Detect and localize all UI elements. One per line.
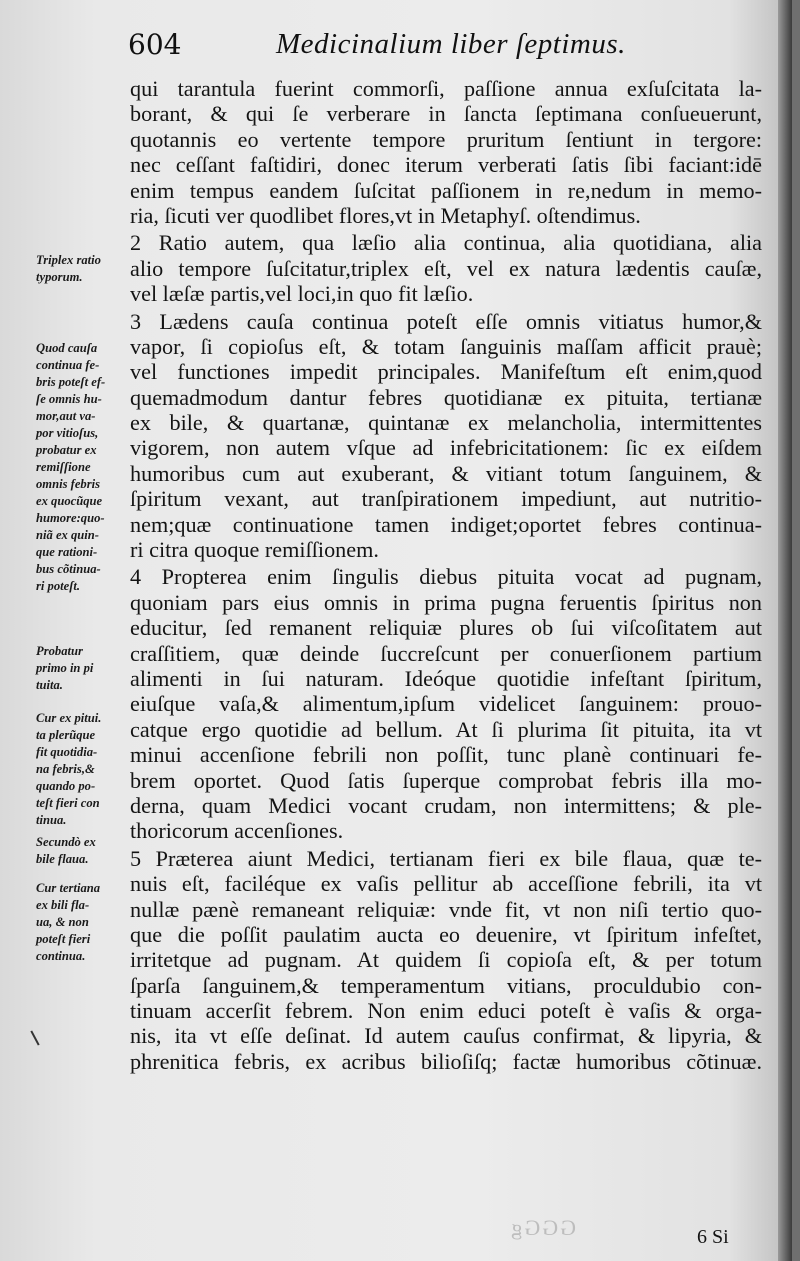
marginal-line: ri poteſt. <box>36 579 81 593</box>
text-line: vel læſæ partis,vel loci,in quo fit læſio. <box>130 281 474 307</box>
marginal-line: remiſſione <box>36 460 91 474</box>
text-line: educitur, ſed remanent reliquiæ plures ob ſui viſcoſitatem aut <box>130 615 762 641</box>
text-line: minui accenſione febrili non poſſit, tunc planè continuari fe- <box>130 742 762 768</box>
text-line: ex bile, & quartanæ, quintanæ ex melancholia, intermittentes <box>130 410 762 436</box>
text-line: ria, ſicuti ver quodlibet flores,vt in Metaphyſ. oſtendimus. <box>130 202 641 228</box>
text-line: vigorem, non autem vſque ad infebricitationem: ſic ex eiſdem <box>130 435 762 461</box>
page-number: 604 <box>128 28 182 61</box>
text-line: 3 Lædens cauſa continua poteſt eſſe omnis vitiatus humor,& <box>130 308 762 334</box>
marginal-line: ta plerũque <box>36 728 96 742</box>
text-line: ſparſa ſanguinem,& temperamentum vitians, proculdubio con- <box>130 972 762 998</box>
text-line: nem;quæ continuatione tamen indiget;oportet febres continua- <box>130 511 762 537</box>
marginal-line: continua fe- <box>36 358 100 372</box>
text-line: catque ergo quotidie ad bellum. At ſi plurima ſit pituita, ita vt <box>130 716 762 742</box>
marginal-line: Probatur <box>36 644 83 658</box>
marginal-line: niã ex quin- <box>36 528 99 542</box>
text-line: ſpiritum vexant, aut tranſpirationem impediunt, aut nutritio- <box>130 486 762 512</box>
text-line: vapor, ſi copioſus eſt, & totam ſanguinis maſſam afficit prauè; <box>130 333 762 359</box>
marginal-line: bris poteſt ef- <box>36 375 106 389</box>
text-line: que die poſſit paulatim aucta eo deuenire, vt ſpiritum infeſtet, <box>130 921 762 947</box>
running-title: Medicinalium liber ſeptimus. <box>276 28 626 60</box>
marginal-line: tinua. <box>36 813 67 827</box>
marginal-note-3 <box>36 643 128 694</box>
marginal-line: Secundò ex <box>36 835 96 849</box>
paragraph-1 <box>130 76 762 228</box>
marginal-line: que rationi- <box>36 545 98 559</box>
text-line: brem oportet. Quod ſatis ſuperque comprobat febris illa mo- <box>130 767 762 793</box>
main-text <box>130 76 762 1074</box>
marginal-line: typorum. <box>36 270 83 284</box>
paragraph-4 <box>130 564 762 843</box>
stray-ink-mark <box>30 1030 39 1045</box>
text-line: nec ceſſant faſtidiri, donec iterum verberati ſatis ſibi faciant:idē <box>130 152 762 178</box>
marginal-note-6 <box>36 880 128 965</box>
text-line: 4 Propterea enim ſingulis diebus pituita vocat ad pugnam, <box>130 564 762 590</box>
text-line: nullæ pænè remaneant reliquiæ: vnde fit, vt non niſi tertio quo- <box>130 896 762 922</box>
text-line: ri citra quoque remiſſionem. <box>130 537 379 563</box>
marginal-line: poteſt fieri <box>36 932 91 946</box>
page-edge-shadow <box>778 0 792 1261</box>
text-line: tinuam accerſit febrem. Non enim educi poteſt è vaſis & orga- <box>130 998 762 1024</box>
text-line: 5 Præterea aiunt Medici, tertianam fieri ex bile flaua, quæ te- <box>130 845 762 871</box>
text-line: quoniam pars eius omnis in prima pugna feruentis ſpiritus non <box>130 589 762 615</box>
text-line: alio tempore ſuſcitatur,triplex eſt, vel ex natura lædentis cauſæ, <box>130 255 762 281</box>
text-line: 2 Ratio autem, qua læſio alia continua, alia quotidiana, alia <box>130 230 762 256</box>
text-line: irritetque ad pugnam. At quidem ſi copioſa eſt, & per totum <box>130 947 762 973</box>
page-header <box>128 28 648 68</box>
marginal-line: bus cõtinua- <box>36 562 101 576</box>
marginal-line: fit quotidia- <box>36 745 98 759</box>
paragraph-2 <box>130 230 762 306</box>
marginal-line: Triplex ratio <box>36 253 101 267</box>
marginal-line: quando po- <box>36 779 96 793</box>
marginal-line: humore:quo- <box>36 511 105 525</box>
marginal-line: por vitioſus, <box>36 426 99 440</box>
marginal-note-5 <box>36 834 128 868</box>
bleed-through-text: GGGg <box>509 1215 576 1240</box>
paragraph-3 <box>130 309 762 563</box>
marginal-line: na febris,& <box>36 762 95 776</box>
text-line: vel functiones impedit principales. Manifeſtum eſt enim,quod <box>130 359 762 385</box>
marginal-line: primo in pi <box>36 661 94 675</box>
marginal-line: Cur ex pitui. <box>36 711 102 725</box>
marginal-line: ſe omnis hu- <box>36 392 102 406</box>
text-line: nis, ita vt eſſe deſinat. Id autem cauſus confirmat, & lipyria, & <box>130 1023 762 1049</box>
text-line: thoricorum accenſiones. <box>130 818 344 844</box>
marginal-note-4 <box>36 710 128 829</box>
text-line: enim tempus eandem ſuſcitat paſſionem in re,nedum in memo- <box>130 177 762 203</box>
marginal-line: bile flaua. <box>36 852 89 866</box>
text-line: borant, & qui ſe verberare in ſancta ſeptimana conſueuerunt, <box>130 101 762 127</box>
text-line: eiuſque vaſa,& alimentum,ipſum videlicet ſanguinem: prouo- <box>130 691 762 717</box>
text-line: humoribus cum aut exuberant, & vitiant totum ſanguinem, & <box>130 460 762 486</box>
text-line: qui tarantula fuerint commorſi, paſſione annua exſuſcitata la- <box>130 76 762 101</box>
marginal-line: Quod cauſa <box>36 341 98 355</box>
marginal-line: ex bili fla- <box>36 898 90 912</box>
text-line: craſſitiem, quæ deinde ſuccreſcunt per conuerſionem partium <box>130 640 762 666</box>
marginal-line: probatur ex <box>36 443 97 457</box>
marginal-note-1 <box>36 252 128 286</box>
text-line: nuis eſt, faciléque ex vaſis pellitur ab acceſſione febrili, ita vt <box>130 871 762 897</box>
text-line: alimenti in ſui naturam. Ideóque quotidie infeſtant ſpiritum, <box>130 665 762 691</box>
marginal-line: tuita. <box>36 678 63 692</box>
marginal-line: ua, & non <box>36 915 89 929</box>
marginal-line: mor,aut va- <box>36 409 96 423</box>
marginal-note-2 <box>36 340 128 595</box>
marginal-line: Cur tertiana <box>36 881 101 895</box>
text-line: quemadmodum dantur febres quotidianæ ex pituita, tertianæ <box>130 384 762 410</box>
paragraph-5 <box>130 846 762 1075</box>
marginal-line: omnis febris <box>36 477 101 491</box>
text-line: quotannis eo vertente tempore pruritum ſentiunt in tergore: <box>130 126 762 152</box>
marginal-line: teſt fieri con <box>36 796 100 810</box>
text-line: phrenitica febris, ex acribus bilioſiſq; factæ humoribus cõtinuæ. <box>130 1048 762 1074</box>
marginal-line: continua. <box>36 949 86 963</box>
marginal-line: ex quocũque <box>36 494 103 508</box>
text-line: derna, quam Medici vocant crudam, non intermittens; & ple- <box>130 792 762 818</box>
catchword: 6 Si <box>697 1226 729 1248</box>
